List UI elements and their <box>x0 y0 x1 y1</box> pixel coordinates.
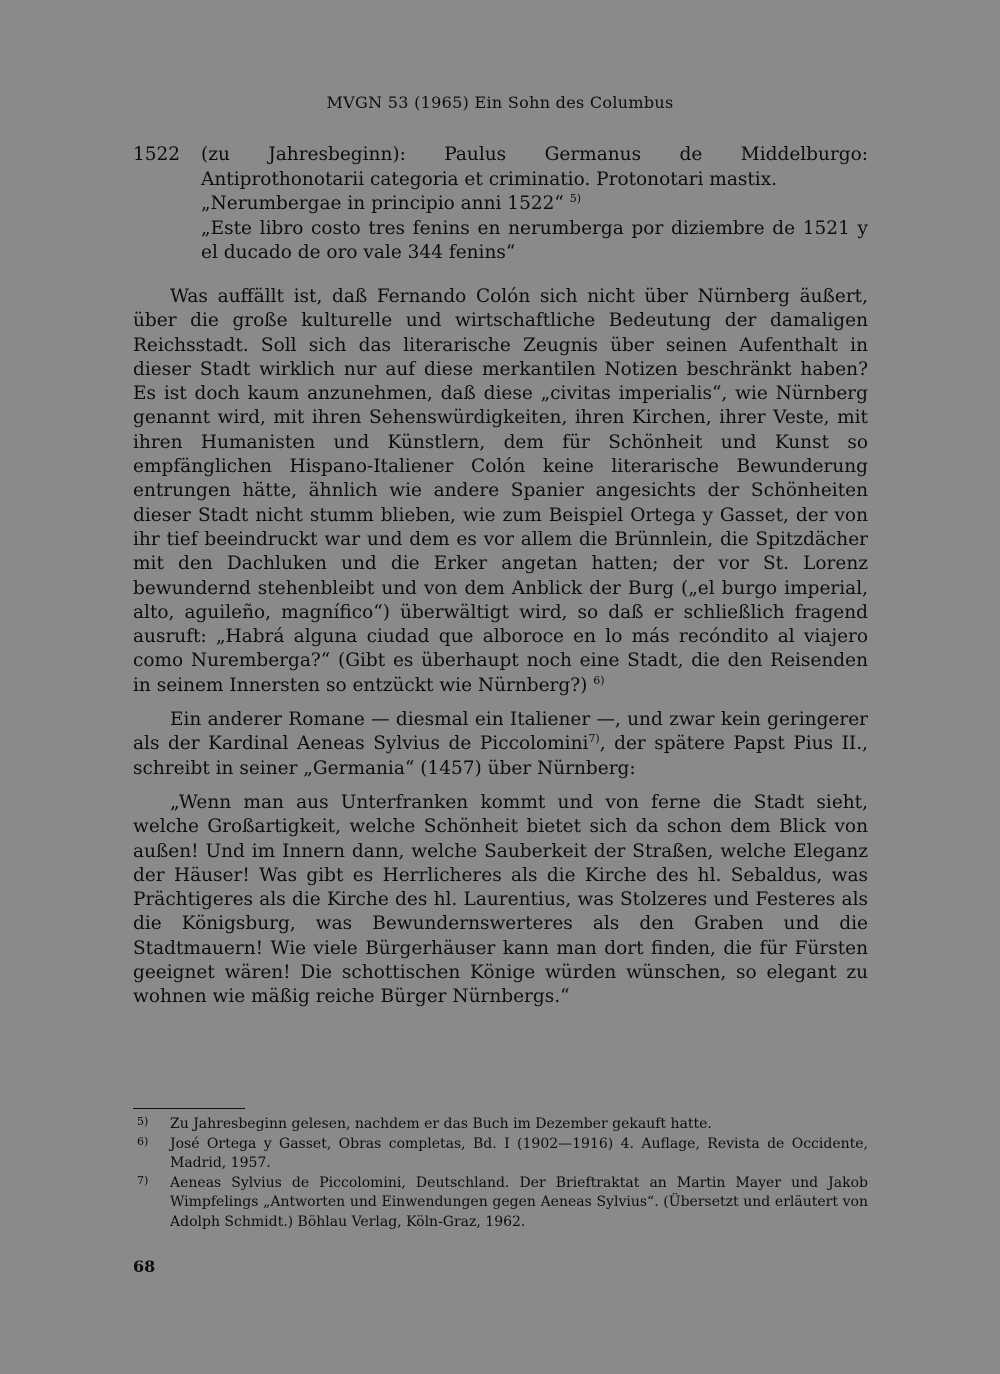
footnote-ref: 6) <box>593 673 605 687</box>
footnote <box>133 1135 868 1174</box>
running-header: MVGN 53 (1965) Ein Sohn des Columbus <box>326 93 674 112</box>
footnote-divider <box>133 1108 245 1109</box>
chronicle-entry <box>133 143 868 266</box>
paragraph-text: , der spätere Papst Pius II., schreibt in seiner „Germania“ (1457) über Nürnberg: <box>133 733 868 779</box>
entry-quote <box>201 192 868 217</box>
footnote <box>133 1174 868 1233</box>
entry-year: 1522 <box>133 144 181 165</box>
paragraph <box>133 708 868 781</box>
entry-quote-text: „Nerumbergae in principio anni 1522“ <box>201 193 564 214</box>
entry-quote: „Este libro costo tres fenins en nerumberga por diziembre de 1521 y el ducado de oro vale 344 fenins“ <box>201 217 868 263</box>
footnote <box>133 1115 868 1135</box>
quote-paragraph: „Wenn man aus Unterfranken kommt und von ferne die Stadt sieht, welche Großartigkeit, welche Schönheit bietet sich da schon dem Blick von außen! Und im Innern dann, welche Sauberkeit der Straßen, welche Eleganz der Häuser! Was gibt es Herrlicheres als die Kirche des hl. Sebaldus, was Prächtigeres als die Kirche des hl. Laurentius, was Stolzeres und Festeres als die Königsburg, was Bewundernswerteres als den Graben und die Stadtmauern! Wie viele Bürgerhäuser kann man dort finden, die für Fürsten geeignet wären! Die schottischen Könige würden wünschen, so elegant zu wohnen wie mäßig reiche Bürger Nürnbergs.“ <box>133 791 868 1008</box>
footnote-text: Zu Jahresbeginn gelesen, nachdem er das Buch im Dezember gekauft hatte. <box>170 1116 712 1132</box>
entry-line: (zu Jahresbeginn): Paulus Germanus de Middelburgo: Antiprothonotarii categoria et criminatio. Protonotari mastix. <box>201 144 868 190</box>
footnote-mark: 6) <box>137 1134 149 1148</box>
paragraph-text: Ein anderer Romane — diesmal ein Italiener —, und zwar kein geringerer als der Kardinal Aeneas Sylvius de Piccolomini <box>133 709 868 755</box>
footnote-mark: 7) <box>137 1173 149 1187</box>
footnotes <box>133 1115 868 1232</box>
footnote-mark: 5) <box>137 1115 149 1128</box>
entry-body <box>201 143 868 266</box>
footnote-ref: 5) <box>569 191 582 205</box>
paragraph-text: Was auffällt ist, daß Fernando Colón sich nicht über Nürnberg äußert, über die große kulturelle und wirtschaftliche Bedeutung der damaligen Reichsstadt. Soll sich das literarische Zeugnis über seinen Aufenthalt in dieser Stadt wirklich nur auf diese merkantilen Notizen beschränkt haben? Es ist doch kaum anzunehmen, daß diese „civitas imperialis“, wie Nürnberg genannt wird, mit ihren Sehenswürdigkeiten, ihren Kirchen, ihrer Veste, mit ihren Humanisten und Künstlern, dem für Schönheit und Kunst so empfänglichen Hispano-Italiener Colón keine literarische Bewunderung entrungen hätte, ähnlich wie andere Spanier angesichts der Schönheiten dieser Stadt nicht stumm blieben, wie zum Beispiel Ortega y Gasset, der von ihr tief beeindruckt war und dem es vor allem die Brünnlein, die Spitzdächer mit den Dachluken und die Erker angetan hatten; der vor St. Lorenz bewundernd stehenbleibt und von dem Anblick der Burg („el burgo imperial, alto, aguileño, magnífico“) überwältigt wird, so daß er schließlich fragend ausruft: „Habrá alguna ciudad que alboroce en lo más recóndito al viajero como Nuremberga?“ (Gibt es überhaupt noch eine Stadt, die den Reisenden in seinem Innersten so entzückt wie Nürnberg?) <box>133 286 868 696</box>
paragraph <box>133 285 868 698</box>
footnote-text: José Ortega y Gasset, Obras completas, Bd. I (1902—1916) 4. Auflage, Revista de Occidente, Madrid, 1957. <box>170 1135 868 1171</box>
main-text <box>133 285 868 1010</box>
footnote-text: Aeneas Sylvius de Piccolomini, Deutschland. Der Brieftraktat an Martin Mayer und Jakob Wimpfelings „Antworten und Einwendungen gegen Aeneas Sylvius“. (Übersetzt und erläutert von Adolph Schmidt.) Böhlau Verlag, Köln-Graz, 1962. <box>170 1174 868 1230</box>
footnote-ref: 7) <box>588 732 600 746</box>
page-number: 68 <box>133 1257 156 1276</box>
